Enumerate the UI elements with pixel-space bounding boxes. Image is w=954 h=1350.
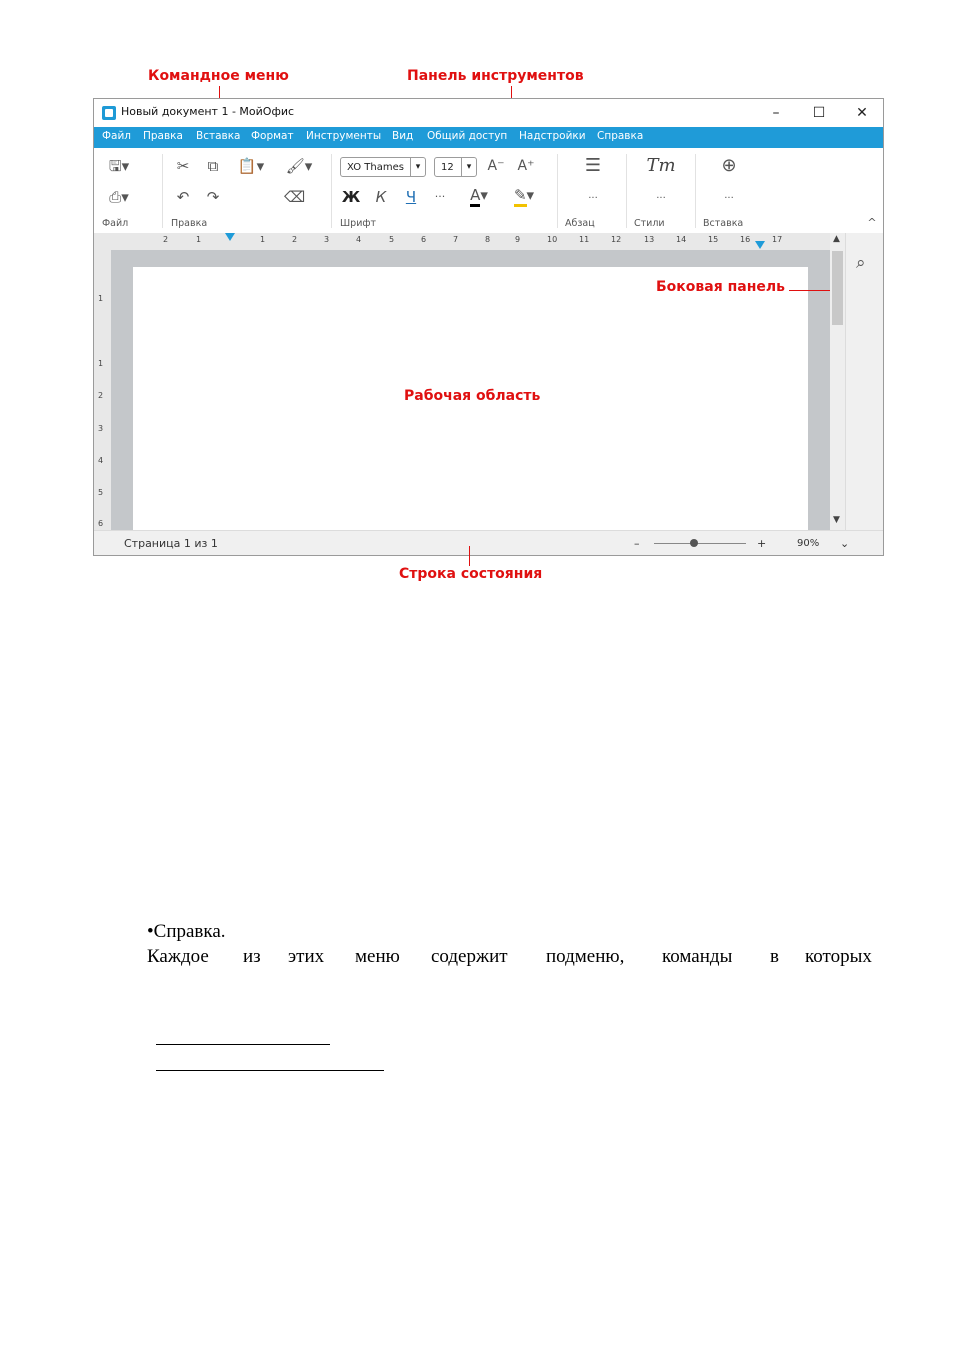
annotation-side-panel: Боковая панель <box>656 279 785 295</box>
maximize-button[interactable]: ☐ <box>812 105 826 121</box>
ruler-number: 10 <box>547 235 558 244</box>
document-page[interactable] <box>133 267 808 530</box>
insert-plus-icon[interactable]: ⊕ <box>721 155 737 176</box>
ruler-number: 13 <box>644 235 655 244</box>
ruler-number: 2 <box>163 235 169 244</box>
ruler-number: 12 <box>611 235 622 244</box>
vertical-ruler <box>94 250 111 530</box>
menu-view[interactable]: Вид <box>392 130 414 142</box>
cut-icon[interactable]: ✂ <box>176 157 190 175</box>
paste-icon[interactable]: 📋▾ <box>237 157 265 175</box>
menu-edit[interactable]: Правка <box>143 130 183 142</box>
title-bar <box>94 99 883 127</box>
menu-addons[interactable]: Надстройки <box>519 130 586 142</box>
vruler-number: 4 <box>98 456 104 465</box>
zoom-in-button[interactable]: + <box>757 537 767 550</box>
horizontal-ruler <box>94 233 830 250</box>
paragraph-word: содержит <box>431 946 508 967</box>
font-name-select[interactable] <box>340 157 426 177</box>
menu-tools[interactable]: Инструменты <box>306 130 382 142</box>
right-indent-marker[interactable] <box>755 241 765 249</box>
format-painter-icon[interactable]: 🖌▾ <box>285 157 313 175</box>
ruler-number: 9 <box>515 235 521 244</box>
menu-format[interactable]: Формат <box>251 130 294 142</box>
print-icon[interactable]: ⎙▾ <box>109 188 129 206</box>
window-title: Новый документ 1 - МойОфис <box>121 105 295 118</box>
italic-button[interactable]: К <box>375 188 387 206</box>
group-label-file: Файл <box>102 218 129 229</box>
paragraph-word: меню <box>355 946 400 967</box>
more-font-button[interactable]: ··· <box>434 190 446 203</box>
command-menu <box>94 127 883 148</box>
redo-icon[interactable]: ↷ <box>206 188 220 206</box>
ruler-number: 11 <box>579 235 590 244</box>
bullet-line: •Справка. <box>147 921 226 942</box>
zoom-level: 90% <box>797 538 820 549</box>
footnote-line <box>156 1070 384 1071</box>
clear-format-icon[interactable]: ⌫ <box>284 188 306 206</box>
ruler-number: 14 <box>676 235 687 244</box>
chevron-down-icon: ▾ <box>461 158 476 176</box>
vruler-number: 2 <box>98 391 104 400</box>
ruler-number: 2 <box>292 235 298 244</box>
vruler-number: 6 <box>98 519 104 528</box>
undo-icon[interactable]: ↶ <box>176 188 190 206</box>
paragraph-word: которых <box>805 946 872 967</box>
paragraph-icon[interactable]: ☰ <box>584 155 602 176</box>
ruler-number: 17 <box>772 235 783 244</box>
font-color-icon[interactable]: A▾ <box>462 186 496 204</box>
ruler-number: 15 <box>708 235 719 244</box>
font-size-select[interactable] <box>434 157 477 177</box>
menu-help[interactable]: Справка <box>597 130 644 142</box>
menu-share[interactable]: Общий доступ <box>427 130 508 142</box>
ruler-number: 6 <box>421 235 427 244</box>
side-panel <box>845 233 884 530</box>
toolbar-divider <box>162 154 163 228</box>
scroll-down-icon[interactable]: ▼ <box>833 515 840 525</box>
font-name-value: XO Thames <box>347 162 404 173</box>
toolbar-divider <box>557 154 558 228</box>
annotation-status-bar: Строка состояния <box>399 566 543 582</box>
vruler-number: 5 <box>98 488 104 497</box>
close-button[interactable]: ✕ <box>856 105 868 121</box>
vruler-number: 3 <box>98 424 104 433</box>
group-label-edit: Правка <box>171 218 208 229</box>
ruler-number: 4 <box>356 235 362 244</box>
ruler-number: 3 <box>324 235 330 244</box>
group-label-insert: Вставка <box>703 218 744 229</box>
group-label-font: Шрифт <box>340 218 377 229</box>
toolbar-divider <box>331 154 332 228</box>
paragraph-word: Каждое <box>147 946 209 967</box>
page-counter: Страница 1 из 1 <box>124 537 218 550</box>
underline-button[interactable]: Ч <box>405 188 417 206</box>
left-indent-marker[interactable] <box>225 233 235 241</box>
menu-insert[interactable]: Вставка <box>196 130 241 142</box>
insert-more-button[interactable]: ··· <box>724 193 734 204</box>
paragraph-word: из <box>243 946 261 967</box>
chevron-down-icon: ▾ <box>410 158 425 176</box>
annotation-command-menu: Командное меню <box>148 68 289 84</box>
search-icon[interactable]: ⌕ <box>856 253 866 273</box>
paragraph-more-button[interactable]: ··· <box>588 193 598 204</box>
collapse-toolbar-button[interactable]: ^ <box>867 216 877 229</box>
annotation-toolbar: Панель инструментов <box>407 68 584 84</box>
ruler-number: 5 <box>389 235 395 244</box>
font-size-value: 12 <box>441 162 454 173</box>
zoom-slider-track[interactable] <box>654 543 746 544</box>
increase-font-button[interactable]: A⁺ <box>517 158 535 174</box>
status-bar <box>94 530 883 556</box>
group-label-styles: Стили <box>634 218 665 229</box>
highlight-icon[interactable]: ✎▾ <box>507 186 541 204</box>
copy-icon[interactable]: ⧉ <box>207 157 219 175</box>
app-window <box>93 98 884 556</box>
app-logo-icon <box>102 106 116 120</box>
toolbar-divider <box>695 154 696 228</box>
ruler-number: 1 <box>260 235 266 244</box>
ruler-number: 16 <box>740 235 751 244</box>
styles-icon[interactable]: Tт <box>646 155 676 176</box>
ruler-number: 7 <box>453 235 459 244</box>
paragraph-word: этих <box>288 946 325 967</box>
toolbar <box>94 148 883 234</box>
footnote-line <box>156 1044 330 1045</box>
scrollbar-thumb[interactable] <box>832 251 843 325</box>
menu-file[interactable]: Файл <box>102 130 132 142</box>
vruler-number: 1 <box>98 294 104 303</box>
annotation-arrow <box>469 546 470 566</box>
vruler-number: 1 <box>98 359 104 368</box>
styles-more-button[interactable]: ··· <box>656 193 666 204</box>
zoom-slider-handle[interactable] <box>690 539 698 547</box>
paragraph-word: в <box>770 946 779 967</box>
ruler-number: 8 <box>485 235 491 244</box>
paragraph-word: команды <box>662 946 733 967</box>
zoom-out-button[interactable]: – <box>634 537 640 550</box>
ruler-number: 1 <box>196 235 202 244</box>
zoom-dropdown-icon[interactable]: ⌄ <box>840 537 850 550</box>
minimize-button[interactable]: – <box>772 105 780 121</box>
scroll-up-icon[interactable]: ▲ <box>833 234 840 244</box>
group-label-paragraph: Абзац <box>565 218 595 229</box>
annotation-work-area: Рабочая область <box>404 388 541 404</box>
paragraph-word: подменю, <box>546 946 625 967</box>
save-icon[interactable]: 🖫▾ <box>108 157 130 175</box>
toolbar-divider <box>626 154 627 228</box>
bold-button[interactable]: Ж <box>341 188 361 206</box>
decrease-font-button[interactable]: A⁻ <box>487 158 505 174</box>
